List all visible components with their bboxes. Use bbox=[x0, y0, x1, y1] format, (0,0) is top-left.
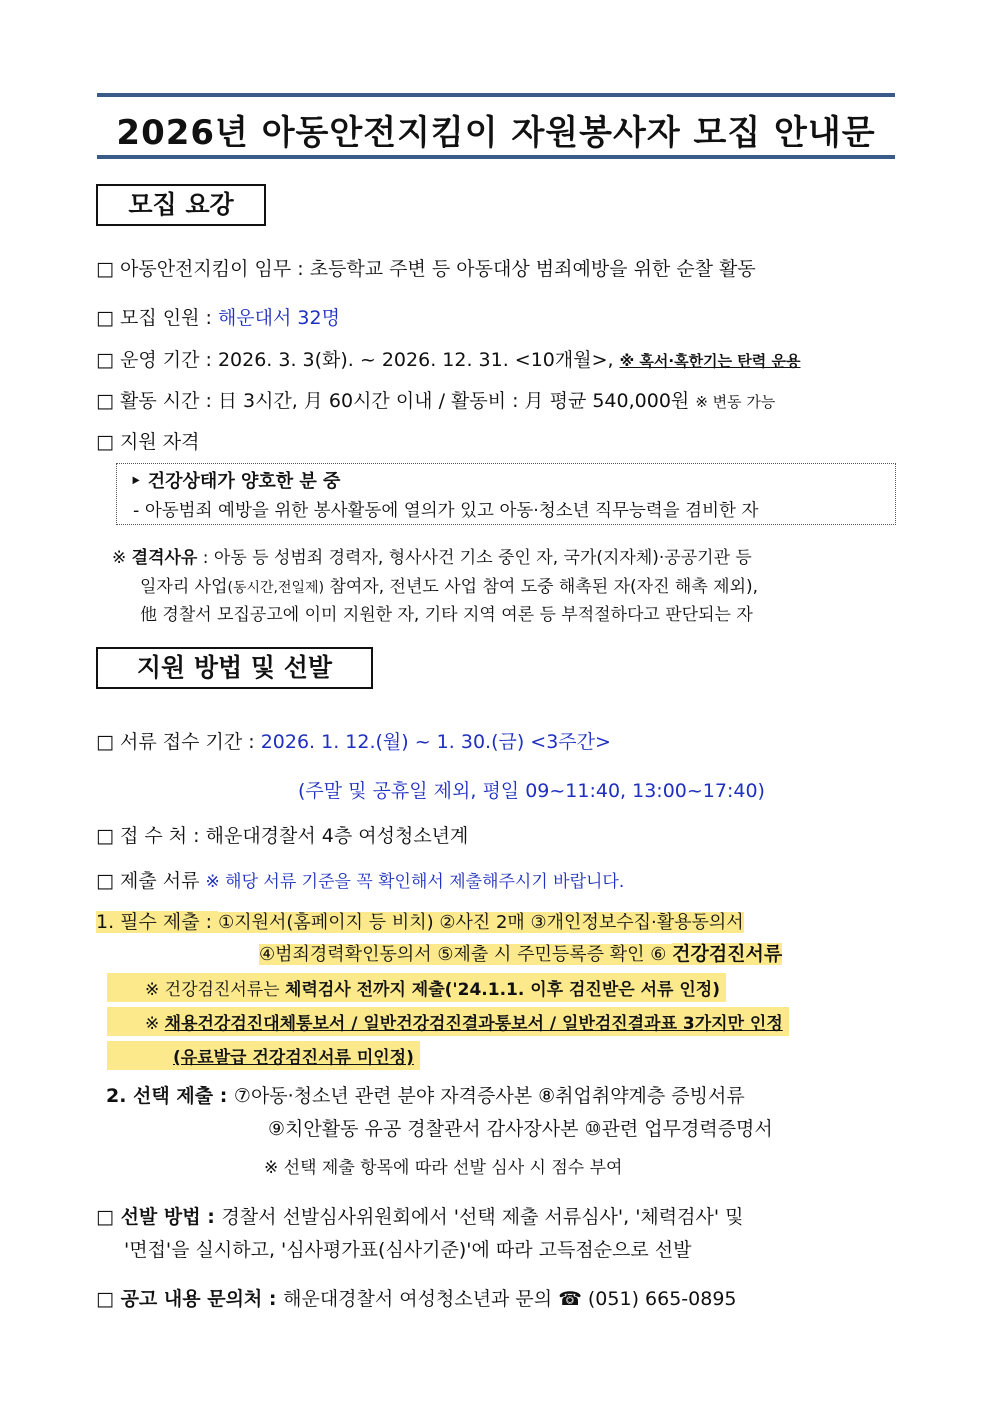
optional-text-2: ⑨치안활동 유공 경찰관서 감사장사본 ⑩관련 업무경력증명서 bbox=[268, 1118, 773, 1140]
health-note-2a: ※ bbox=[145, 1014, 165, 1034]
period-label: □ 운영 기간 : bbox=[96, 349, 218, 371]
contact-line bbox=[96, 1284, 737, 1311]
submit-label: □ 제출 서류 bbox=[96, 870, 206, 892]
mission-value: 초등학교 주변 등 아동대상 범죄예방을 위한 순찰 활동 bbox=[309, 258, 756, 280]
optional-note: ※ 선택 제출 항목에 따라 선발 심사 시 점수 부여 bbox=[264, 1158, 623, 1178]
health-note-1b: 체력검사 전까지 제출('24.1.1. 이후 검진받은 서류 인정) bbox=[285, 980, 720, 1000]
title-top-rule bbox=[97, 93, 895, 97]
health-note-2b: 채용건강검진대체통보서 / 일반건강검진결과통보서 / 일반검진결과표 3가지만 인정 bbox=[164, 1014, 783, 1034]
doc-period-label: □ 서류 접수 기간 : bbox=[96, 731, 261, 753]
contact-phone: (051) 665-0895 bbox=[581, 1288, 737, 1310]
disqualification-mark: ※ bbox=[112, 548, 132, 568]
disqualification-line-2 bbox=[140, 572, 758, 597]
health-note-1a: ※ 건강검진서류는 bbox=[145, 980, 286, 1000]
office-label: □ 접 수 처 : bbox=[96, 825, 206, 847]
title-bottom-rule bbox=[97, 155, 895, 159]
time-note: ※ 변동 가능 bbox=[695, 393, 776, 411]
disqualification-label: 결격사유 bbox=[131, 548, 198, 568]
qualification-item-2: - 아동범죄 예방을 위한 봉사활동에 열의가 있고 아동·청소년 직무능력을 겸비한 자 bbox=[133, 501, 759, 521]
time-value: 日 3시간, 月 60시간 이내 / 활동비 : 月 평균 540,000원 bbox=[217, 390, 696, 412]
recruit-value: 해운대서 32명 bbox=[217, 307, 340, 329]
health-note-2 bbox=[107, 1007, 789, 1036]
doc-period-note: (주말 및 공휴일 제외, 평일 09~11:40, 13:00~17:40) bbox=[298, 780, 765, 802]
qualification-label: □ 지원 자격 bbox=[96, 431, 200, 453]
mission-label: □ 아동안전지킴이 임무 : bbox=[96, 258, 310, 280]
office-line bbox=[96, 821, 468, 848]
time-line bbox=[96, 386, 775, 413]
disqualification-text-2a: 일자리 사업 bbox=[140, 577, 228, 597]
optional-label: 2. 선택 제출 : bbox=[106, 1085, 234, 1107]
required-text-1: ①지원서(홈페이지 등 비치) ②사진 2매 ③개인정보수집·활용동의서 bbox=[218, 912, 744, 933]
time-label: □ 활동 시간 : bbox=[96, 390, 218, 412]
recruit-label: □ 모집 인원 : bbox=[96, 307, 218, 329]
optional-line-1 bbox=[106, 1081, 745, 1108]
required-text-2a: ④범죄경력확인동의서 ⑤제출 시 주민등록증 확인 ⑥ bbox=[259, 944, 673, 965]
disqualification-line-1 bbox=[112, 543, 752, 568]
contact-value: 해운대경찰서 여성청소년과 문의 bbox=[283, 1288, 559, 1310]
mission-line bbox=[96, 254, 756, 281]
selection-text-1: 경찰서 선발심사위원회에서 '선택 제출 서류심사', '체력검사' 및 bbox=[221, 1206, 744, 1228]
disqualification-text-2c: 참여자, 전년도 사업 참여 도중 해촉된 자(자진 해촉 제외), bbox=[324, 577, 759, 597]
submit-line bbox=[96, 866, 624, 893]
submit-note: ※ 해당 서류 기준을 꼭 확인해서 제출해주시기 바랍니다. bbox=[205, 872, 625, 892]
section-heading-apply: 지원 방법 및 선발 bbox=[96, 647, 373, 689]
phone-icon: ☎ bbox=[558, 1288, 582, 1310]
selection-label: □ 선발 방법 : bbox=[96, 1206, 222, 1228]
optional-text-1: ⑦아동·청소년 관련 분야 자격증사본 ⑧취업취약계층 증빙서류 bbox=[233, 1085, 745, 1107]
qualification-item-1: ‣ 건강상태가 양호한 분 중 bbox=[130, 471, 341, 492]
required-line-1 bbox=[96, 907, 896, 934]
disqualification-line-3: 他 경찰서 모집공고에 이미 지원한 자, 기타 지역 여론 등 부적절하다고 판단되는 자 bbox=[140, 605, 753, 625]
office-value: 해운대경찰서 4층 여성청소년계 bbox=[205, 825, 469, 847]
period-line bbox=[96, 345, 800, 372]
disqualification-text-2b: (동시간,전일제) bbox=[227, 580, 325, 596]
contact-label: □ 공고 내용 문의처 : bbox=[96, 1288, 284, 1310]
health-note-3: (유료발급 건강검진서류 미인정) bbox=[107, 1041, 420, 1070]
health-note-1 bbox=[107, 973, 726, 1002]
required-label: 1. 필수 제출 : bbox=[96, 911, 219, 933]
selection-text-2: '면접'을 실시하고, '심사평가표(심사기준)'에 따라 고득점순으로 선발 bbox=[124, 1239, 692, 1261]
disqualification-text-1: : 아동 등 성범죄 경력자, 형사사건 기소 중인 자, 국가(지자체)·공공기관 등 bbox=[197, 548, 752, 568]
required-line-2 bbox=[259, 939, 782, 966]
doc-period-line bbox=[96, 727, 611, 754]
period-note: ※ 혹서·혹한기는 탄력 운용 bbox=[619, 352, 801, 370]
page-title: 2026년 아동안전지킴이 자원봉사자 모집 안내문 bbox=[116, 113, 876, 153]
doc-period-value: 2026. 1. 12.(월) ~ 1. 30.(금) <3주간> bbox=[260, 731, 611, 753]
recruit-line bbox=[96, 303, 340, 330]
selection-line-1 bbox=[96, 1202, 743, 1229]
period-value: 2026. 3. 3(화). ~ 2026. 12. 31. <10개월>, bbox=[217, 349, 620, 371]
required-text-2b: 건강검진서류 bbox=[672, 943, 783, 965]
section-heading-recruit: 모집 요강 bbox=[96, 184, 266, 226]
